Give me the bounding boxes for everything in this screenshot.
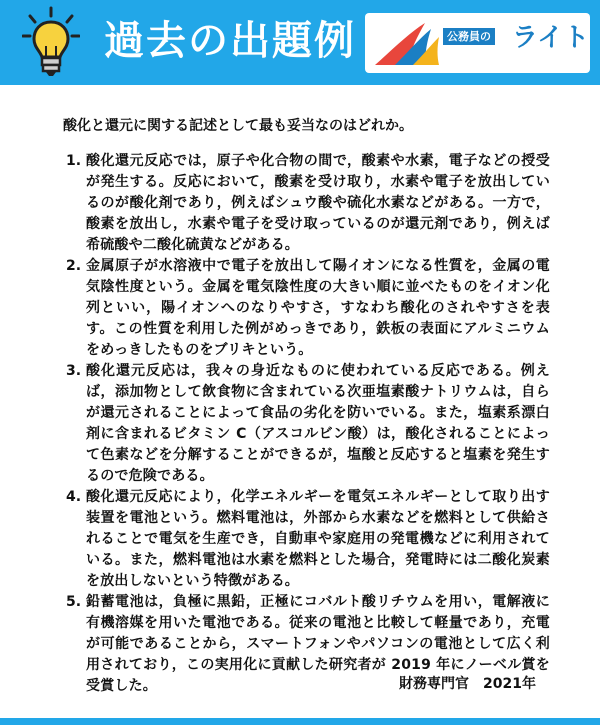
answer-option-4: [66, 487, 550, 592]
option-number: 2.: [66, 258, 82, 274]
brand-logo: [365, 13, 590, 73]
answer-option-3: [66, 361, 550, 487]
header-banner: [0, 0, 600, 85]
exam-source: 財務専門官 2021年: [399, 676, 536, 692]
option-text: 酸化還元反応では，原子や化合物の間で，酸素や水素，電子などの授受が発生する。反応において，酸素を受け取り，水素や電子を放出しているのが酸化剤であり，例えばシュウ酸や硫化水素などがある。一方で，酸素を放出し，水素や電子を受け取っているのが還元剤であり，例えば希硫酸や二酸化硫黄などがある。: [86, 153, 550, 253]
answer-option-2: [66, 256, 550, 361]
answer-option-1: [66, 151, 550, 256]
answer-options: [66, 151, 550, 697]
option-number: 5.: [66, 594, 82, 610]
option-number: 1.: [66, 153, 82, 169]
logo-wordmark: ライト: [512, 23, 590, 53]
option-number: 4.: [66, 489, 82, 505]
option-text: 酸化還元反応は，我々の身近なものに使われている反応である。例えば，添加物として飲食物に含まれている次亜塩素酸ナトリウムは，自らが還元されることによって食品の劣化を防いでいる。また，塩素系漂白剤に含まれるビタミン C（アスコルビン酸）は，酸化されることによって色素などを分解することができるが，塩酸と反応すると塩素を発生するので危険である。: [86, 363, 550, 484]
option-number: 3.: [66, 363, 82, 379]
option-text: 鉛蓄電池は，負極に黒鉛，正極にコバルト酸リチウムを用い，電解液に有機溶媒を用いた電池である。従来の電池と比較して軽量であり，充電が可能であることから，スマートフォンやパソコンの電池として広く利用されており，この実用化に貢献した研究者が 2019 年にノーベル賞を受賞した。: [86, 594, 550, 694]
logo-badge: 公務員の: [443, 28, 495, 45]
lightbulb-icon: [22, 6, 80, 78]
page-title: 過去の出題例: [104, 18, 356, 64]
option-text: 酸化還元反応により，化学エネルギーを電気エネルギーとして取り出す装置を電池という。燃料電池は，外部から水素などを燃料として供給されることで電気を生産でき，自動車や家庭用の発電機などに利用されている。また，燃料電池は水素を燃料とした場合，発電時には二酸化炭素を放出しないという特徴がある。: [86, 489, 550, 589]
option-text: 金属原子が水溶液中で電子を放出して陽イオンになる性質を，金属の電気陰性度という。金属を電気陰性度の大きい順に並べたものをイオン化列といい，陽イオンへのなりやすさ，すなわち酸化のされやすさを表す。この性質を利用した例がめっきであり，鉄板の表面にアルミニウムをめっきしたものをブリキという。: [86, 258, 550, 358]
bottom-bar: [0, 718, 600, 725]
question-text: 酸化と還元に関する記述として最も妥当なのはどれか。: [63, 118, 413, 134]
